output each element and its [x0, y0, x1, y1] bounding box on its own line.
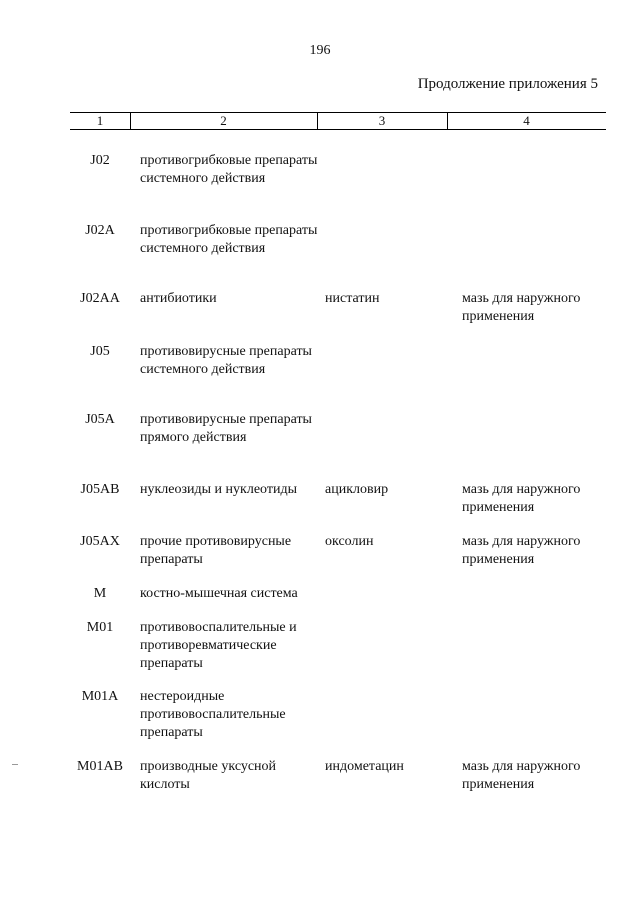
group-name: производные уксусной кислоты [140, 759, 277, 792]
drug-name: индометацин [325, 759, 404, 774]
atc-code: J02 [90, 153, 110, 168]
page-number: 196 [309, 43, 331, 58]
atc-code: M01 [86, 620, 114, 635]
group-name: нестероидные противовоспалительные препараты [140, 689, 286, 740]
group-name: противовирусные препараты прямого действия [140, 412, 312, 445]
appendix-continuation-note: Продолжение приложения 5 [417, 76, 598, 92]
column-header-4: 4 [523, 113, 530, 128]
group-name: прочие противовирусные препараты [140, 534, 292, 567]
group-name: антибиотики [140, 291, 217, 306]
atc-code: J05AB [80, 482, 120, 497]
group-name: костно-мышечная система [140, 586, 298, 601]
dosage-form: мазь для наружного применения [462, 291, 581, 324]
atc-code: J05AX [80, 534, 120, 549]
column-header-2: 2 [130, 113, 318, 129]
group-name: противогрибковые препараты системного действия [140, 153, 318, 186]
dosage-form: мазь для наружного применения [462, 759, 581, 792]
dosage-form: мазь для наружного применения [462, 482, 581, 515]
drug-name: оксолин [325, 534, 374, 549]
group-name: противовоспалительные и противоревматические препараты [140, 620, 297, 671]
drug-name: нистатин [325, 291, 380, 306]
atc-code: M [93, 586, 107, 601]
atc-code: M01AB [77, 759, 123, 774]
dosage-form: мазь для наружного применения [462, 534, 581, 567]
table-header-row [70, 112, 606, 130]
atc-code: J05 [90, 344, 110, 359]
group-name: противовирусные препараты системного действия [140, 344, 312, 377]
atc-code: M01A [81, 689, 119, 704]
atc-code: J05A [85, 412, 115, 427]
group-name: противогрибковые препараты системного действия [140, 223, 318, 256]
column-header-1: 1 [70, 113, 131, 129]
group-name: нуклеозиды и нуклеотиды [140, 482, 297, 497]
drug-name: ацикловир [325, 482, 389, 497]
atc-code: J02AA [80, 291, 120, 306]
atc-code: J02A [85, 223, 115, 238]
scan-margin-mark [12, 764, 18, 765]
column-header-3: 3 [317, 113, 448, 129]
